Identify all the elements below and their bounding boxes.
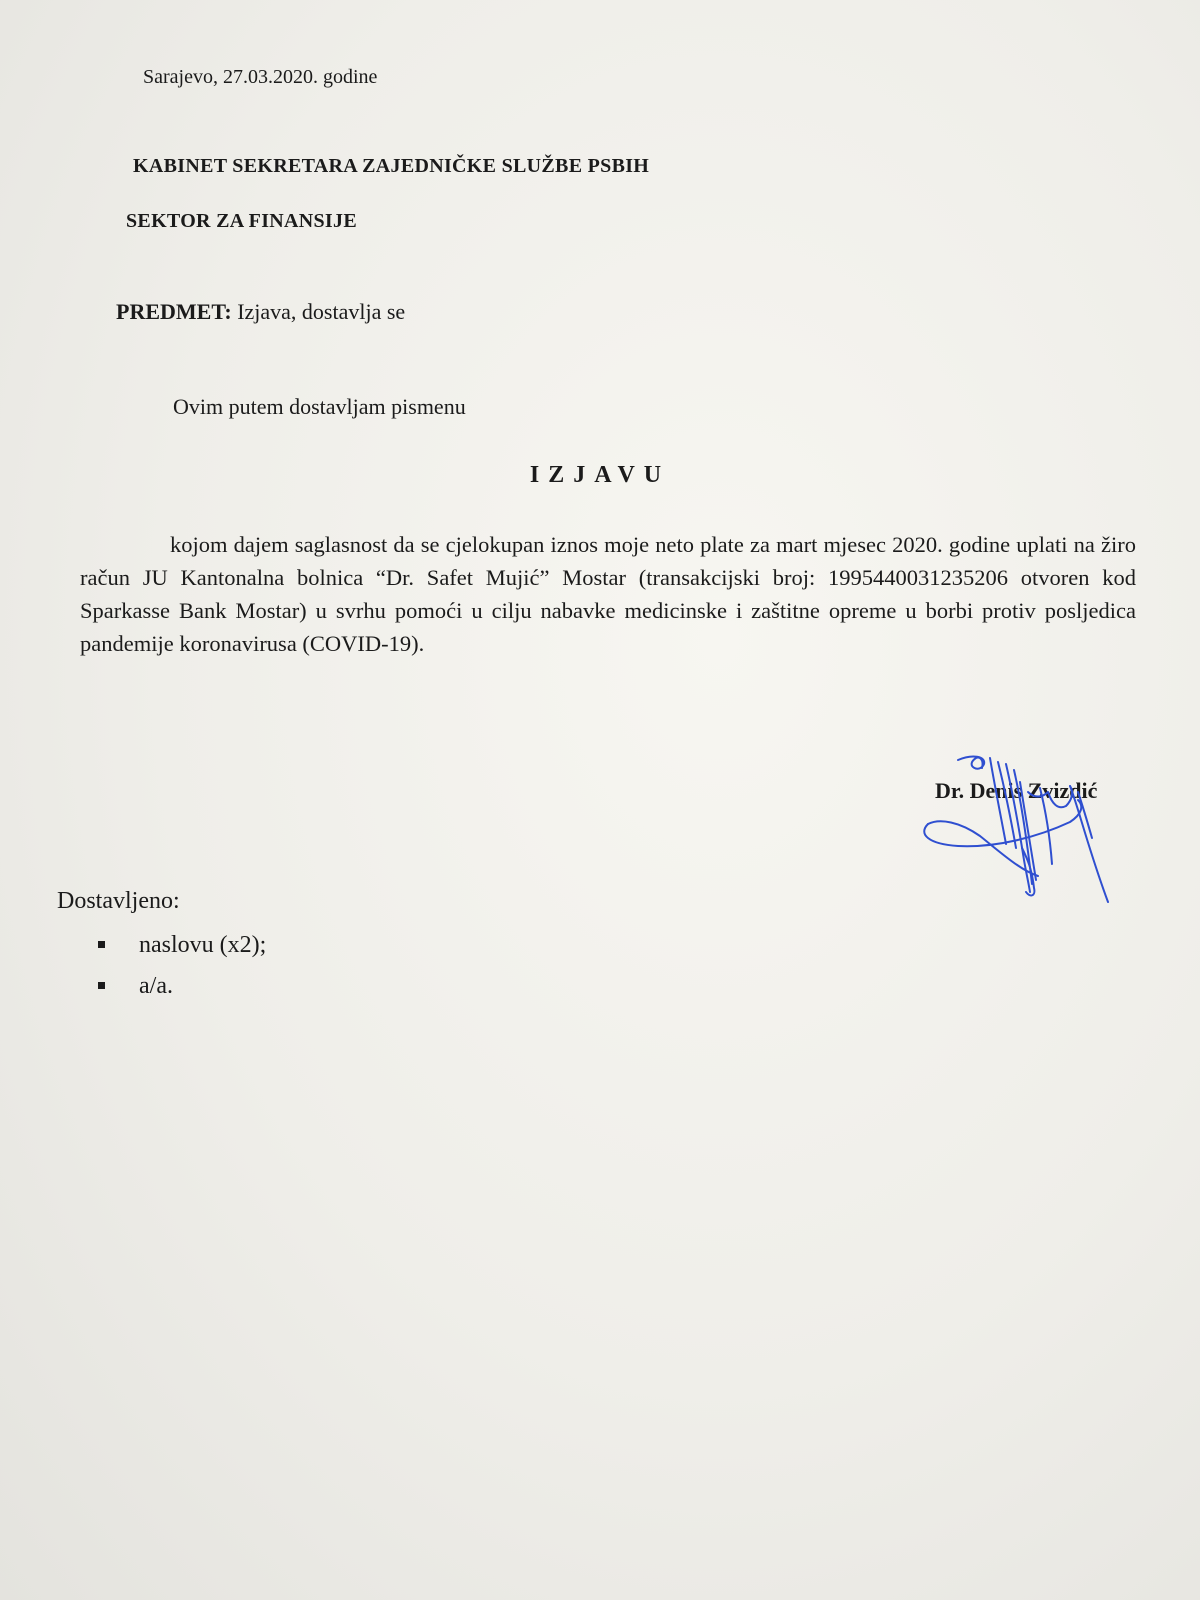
bullet-icon (98, 941, 105, 948)
organization-sector: SEKTOR ZA FINANSIJE (126, 210, 357, 232)
signer-name: Dr. Denis Zvizdić (935, 778, 1098, 803)
subject-line (116, 299, 405, 325)
organization-cabinet: KABINET SEKRETARA ZAJEDNIČKE SLUŽBE PSBIH (133, 155, 650, 177)
subject-text: Izjava, dostavlja se (237, 299, 406, 324)
distribution-list (98, 925, 266, 1007)
distribution-label: Dostavljeno: (57, 888, 180, 914)
list-item (98, 925, 266, 966)
handwritten-signature (920, 752, 1140, 922)
document-heading: IZJAVU (529, 462, 671, 488)
place-date: Sarajevo, 27.03.2020. godine (143, 66, 378, 88)
statement-body: kojom dajem saglasnost da se cjelokupan iznos moje neto plate za mart mjesec 2020. godine uplati na žiro račun JU Kantonalna bolnica “Dr. Safet Mujić” Mostar (transakcijski broj: 1995440031235206 otvoren kod Sparkasse Bank Mostar) u svrhu pomoći u cilju nabavke medicinske i zaštitne opreme u borbi protiv posljedica pandemije koronavirusa (COVID-19). (80, 532, 1136, 656)
list-item-text: naslovu (x2); (139, 932, 267, 958)
intro-text: Ovim putem dostavljam pismenu (173, 394, 466, 419)
list-item (98, 966, 266, 1007)
subject-label: PREDMET: (116, 299, 232, 324)
bullet-icon (98, 982, 105, 989)
list-item-text: a/a. (139, 973, 173, 999)
